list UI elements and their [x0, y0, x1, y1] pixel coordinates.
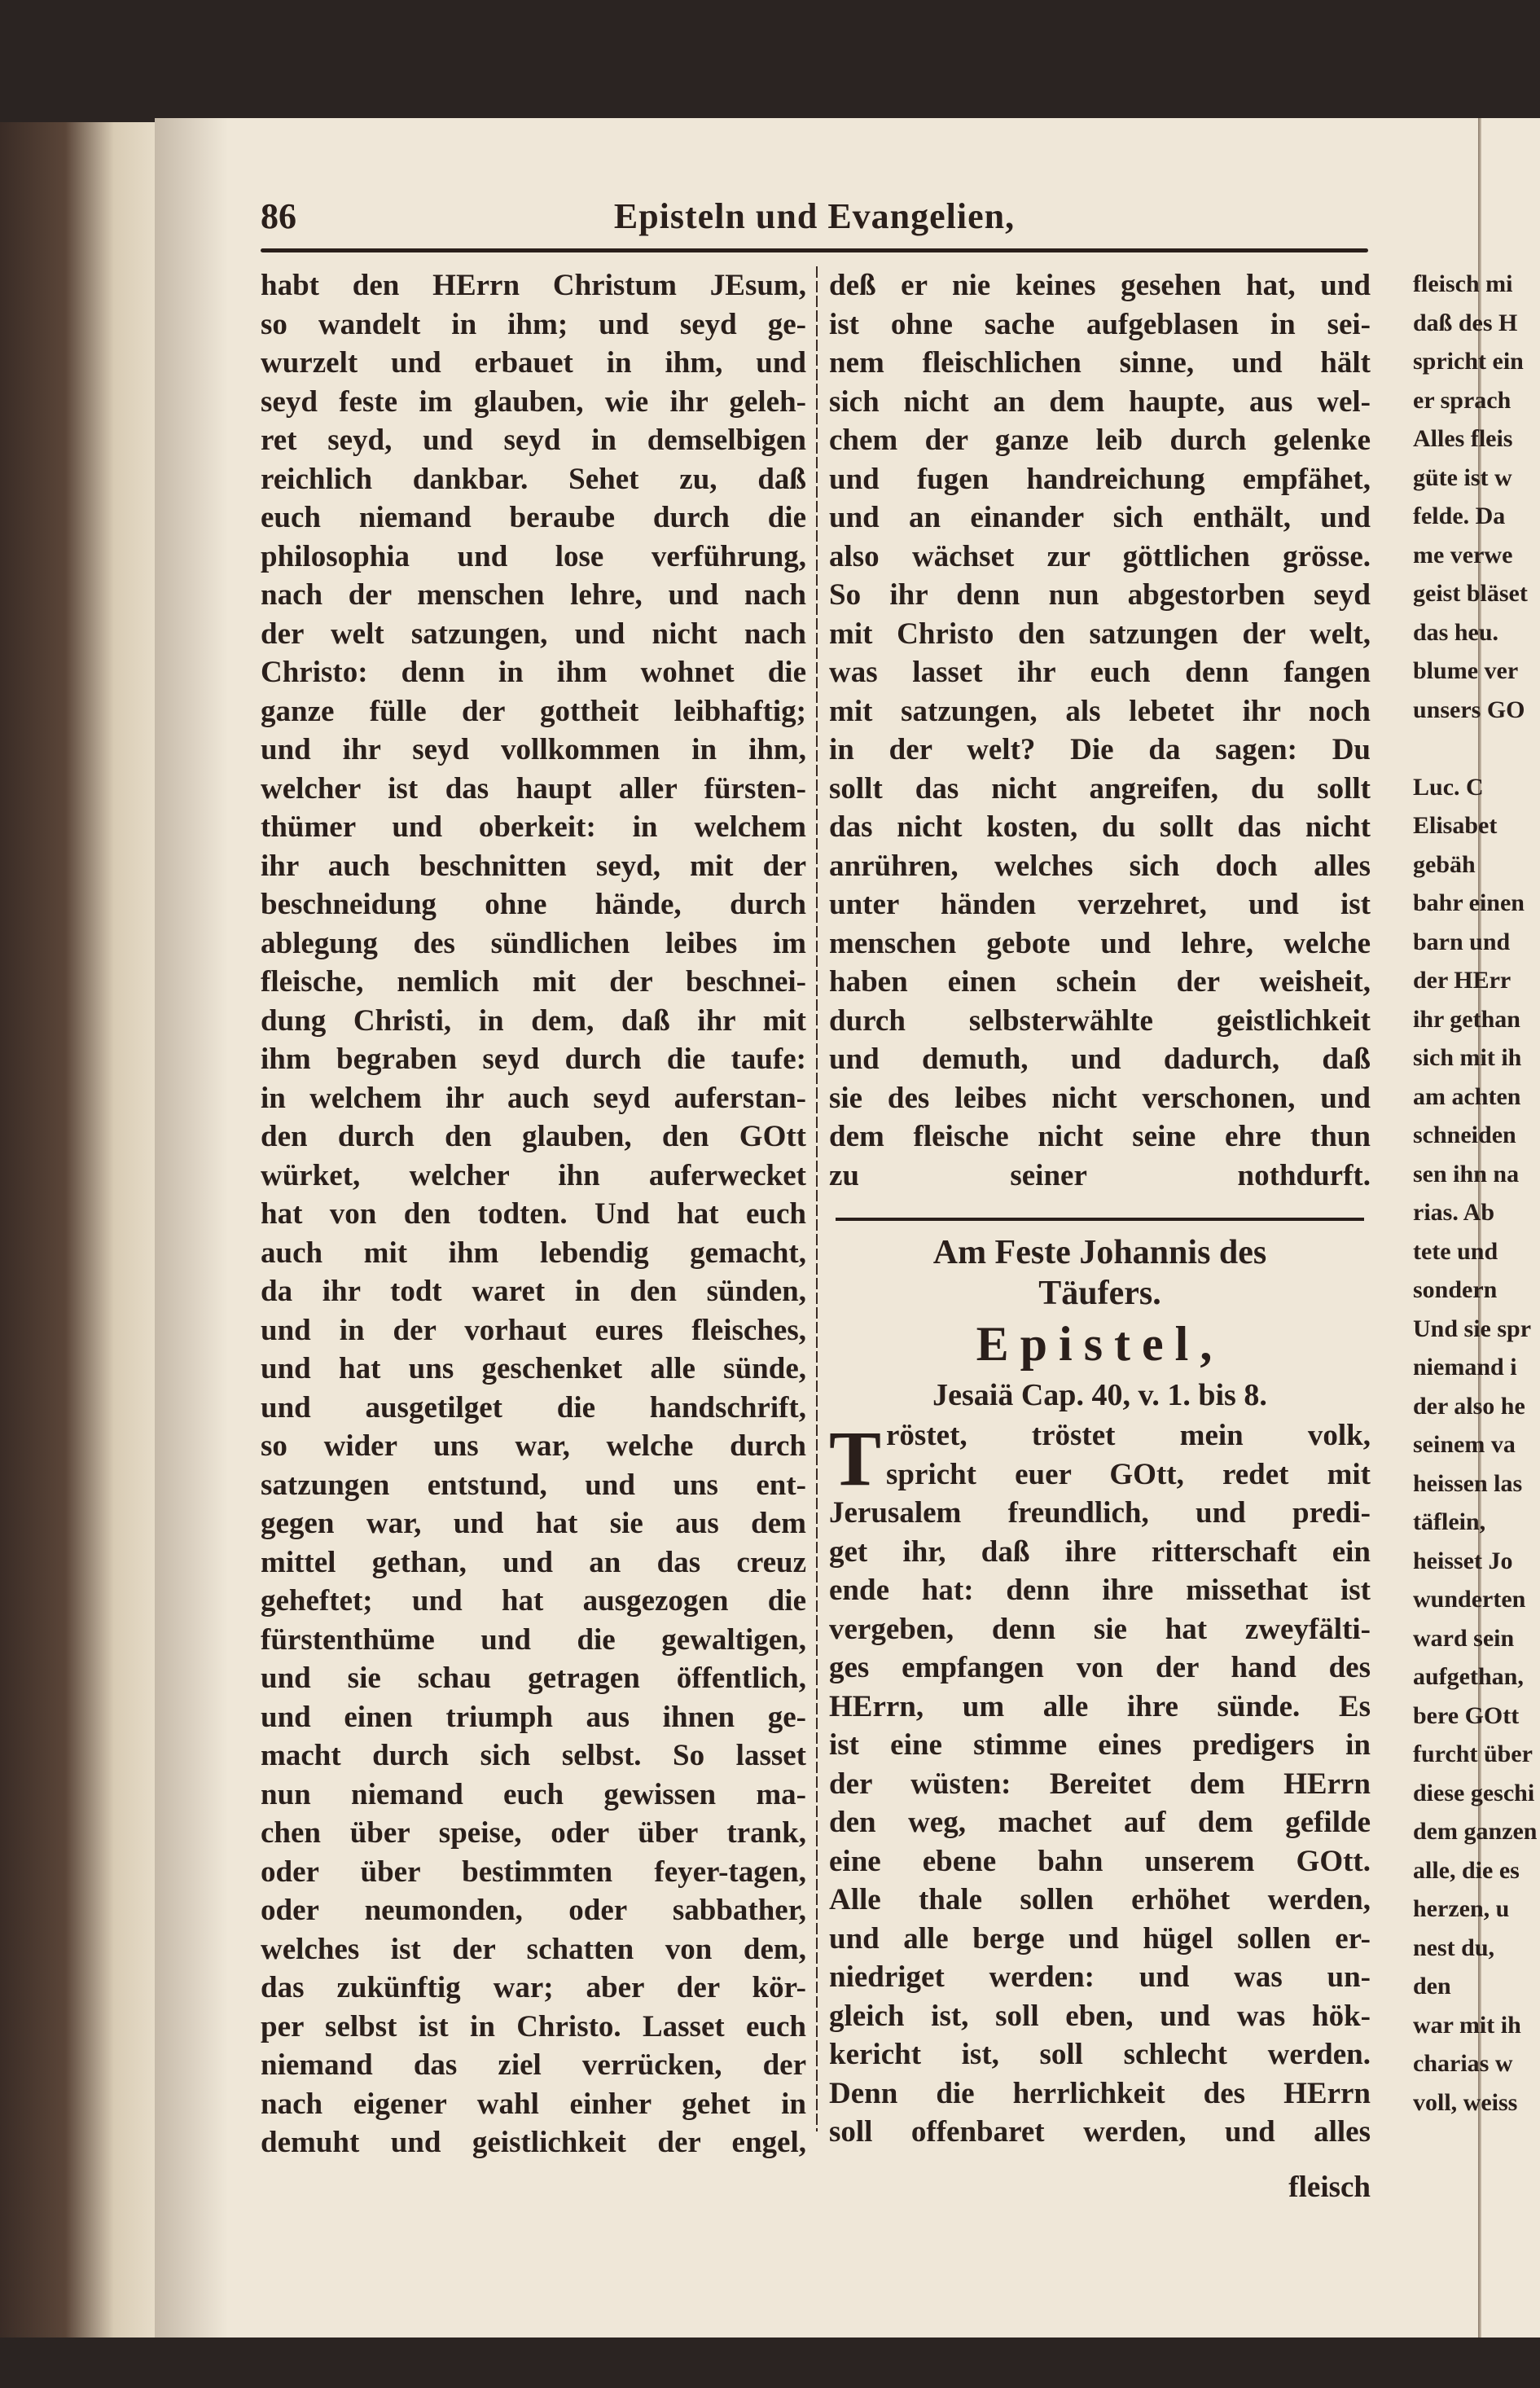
text-line: sich mit ih [1413, 1044, 1522, 1071]
text-line: HErrn, um alle ihre sünde. Es [829, 1689, 1371, 1723]
text-line: alle, die es [1413, 1856, 1520, 1884]
text-line: den durch den glauben, den GOtt [261, 1120, 806, 1153]
text-line: furcht über [1413, 1741, 1533, 1767]
text-line: güte ist w [1413, 463, 1512, 491]
text-line: dem fleische nicht seine ehre thun [829, 1120, 1371, 1153]
text-line: spricht euer GOtt, redet mit [886, 1457, 1371, 1491]
page-shadow [155, 118, 228, 2338]
text-line: fürstenthüme und die gewaltigen, [261, 1622, 806, 1657]
text-line: herzen, u [1413, 1895, 1510, 1922]
text-line: heissen las [1413, 1469, 1523, 1497]
text-line: beschneidung ohne hände, durch [261, 888, 806, 921]
text-line: voll, weiss [1413, 2088, 1518, 2116]
text-line: der welt satzungen, und nicht nach [261, 617, 806, 651]
text-line: dem ganzen [1413, 1818, 1538, 1845]
left-column [261, 266, 806, 2162]
text-line: bahr einen [1413, 889, 1525, 916]
text-line: wunderten [1413, 1586, 1526, 1613]
text-line: ende hat: denn ihre missethat ist [829, 1574, 1371, 1607]
text-line: niemand das ziel verrücken, der [261, 2048, 806, 2082]
text-line: auch mit ihm lebendig gemacht, [261, 1236, 806, 1270]
text-line: und sie schau getragen öffentlich, [261, 1662, 806, 1695]
text-line: und ihr seyd vollkommen in ihm, [261, 733, 806, 766]
text-line: täflein, [1413, 1508, 1486, 1535]
text-line: nach der menschen lehre, und nach [261, 578, 806, 612]
text-line: niemand i [1413, 1354, 1517, 1381]
right-column [829, 266, 1371, 2206]
text-line: diese geschi [1413, 1779, 1535, 1806]
text-line: anrühren, welches sich doch alles [829, 849, 1371, 883]
text-line: mit satzungen, als lebetet ihr noch [829, 694, 1371, 728]
text-line: röstet, tröstet mein volk, [886, 1419, 1371, 1452]
book-page [155, 118, 1540, 2338]
text-line: schneiden [1413, 1122, 1516, 1148]
text-line: unter händen verzehret, und ist [829, 888, 1371, 921]
text-line: unsers GO [1413, 696, 1525, 723]
next-page-fragment [1413, 265, 1540, 2122]
text-line: sie des leibes nicht verschonen, und [829, 1081, 1371, 1115]
text-line: so wider uns war, welche durch [261, 1429, 806, 1463]
text-line: gegen war, und hat sie aus dem [261, 1507, 806, 1540]
text-line: und hat uns geschenket alle sünde, [261, 1352, 806, 1385]
text-line: also wächset zur göttlichen grösse. [829, 539, 1371, 573]
book-bottom-edge [155, 2338, 1540, 2388]
text-line [1413, 729, 1540, 768]
text-line: geheftet; und hat ausgezogen die [261, 1584, 806, 1618]
text-line: fleische, nemlich mit der beschnei- [261, 965, 806, 999]
text-line: me verwe [1413, 541, 1513, 568]
text-line: sich nicht an dem haupte, aus wel- [829, 384, 1371, 419]
text-line: und in der vorhaut eures fleisches, [261, 1313, 806, 1347]
text-line: der also he [1413, 1392, 1525, 1420]
column-divider [816, 266, 818, 2131]
text-line: Jerusalem freundlich, und predi- [829, 1496, 1371, 1530]
text-line: Und sie spr [1413, 1315, 1532, 1342]
text-line: da ihr todt waret in den sünden, [261, 1275, 806, 1308]
page-number: 86 [261, 196, 296, 236]
text-line: chen über speise, oder über trank, [261, 1816, 806, 1850]
text-line: oder über bestimmten feyer-tagen, [261, 1855, 806, 1889]
text-line: menschen gebote und lehre, welche [829, 926, 1371, 960]
text-line: spricht ein [1413, 348, 1524, 375]
text-line: der wüsten: Bereitet dem HErrn [829, 1767, 1371, 1801]
text-line: macht durch sich selbst. So lasset [261, 1739, 806, 1772]
text-line: chem der ganze leib durch gelenke [829, 424, 1371, 457]
text-line: oder neumonden, oder sabbather, [261, 1894, 806, 1927]
scripture-reference: Jesaiä Cap. 40, v. 1. bis 8. [932, 1378, 1267, 1412]
text-line: Luc. C [1413, 773, 1484, 801]
text-line: ist eine stimme eines predigers in [829, 1728, 1371, 1762]
text-line: heisset Jo [1413, 1547, 1513, 1574]
section-title-cont: Täufers. [1038, 1275, 1161, 1312]
text-line: fleisch mi [1413, 270, 1513, 297]
text-line: sollt das nicht angreifen, du sollt [829, 771, 1371, 806]
text-line: soll offenbaret werden, und alles [829, 2115, 1371, 2149]
text-line: hat von den todten. Und hat euch [261, 1197, 806, 1231]
text-line: deß er nie keines gesehen hat, und [829, 269, 1371, 302]
text-line: per selbst ist in Christo. Lasset euch [261, 2009, 806, 2043]
text-line: thümer und oberkeit: in welchem [261, 810, 806, 844]
text-line: daß des H [1413, 309, 1518, 336]
text-line: bere GOtt [1413, 1701, 1520, 1729]
text-line: gleich ist, soll eben, und was hök- [829, 1999, 1371, 2033]
text-line: ret seyd, und seyd in demselbigen [261, 424, 806, 457]
text-line: mittel gethan, und an das creuz [261, 1545, 806, 1579]
text-line: er sprach [1413, 386, 1511, 414]
running-title: Episteln und Evangelien, [613, 196, 1016, 236]
text-line: war mit ih [1413, 2011, 1521, 2039]
text-line: geist bläset [1413, 580, 1528, 607]
text-line: habt den HErrn Christum JEsum, [261, 269, 806, 302]
right-column-text [829, 266, 1371, 1195]
text-line: den weg, machet auf dem gefilde [829, 1806, 1371, 1839]
text-line: felde. Da [1413, 503, 1506, 529]
text-line: kericht ist, soll schlecht werden. [829, 2038, 1371, 2071]
catchword: fleisch [1288, 2170, 1371, 2204]
text-line: was lasset ihr euch denn fangen [829, 656, 1371, 689]
text-line: der HErr [1413, 967, 1511, 994]
text-line: sondern [1413, 1276, 1498, 1303]
text-line: haben einen schein der weisheit, [829, 965, 1371, 999]
text-line: am achten [1413, 1082, 1521, 1110]
section-subtitle: Epistel, [976, 1317, 1224, 1371]
text-line: in der welt? Die da sagen: Du [829, 733, 1371, 766]
text-line: ihm begraben seyd durch die taufe: [261, 1043, 806, 1076]
drop-cap-paragraph [829, 1415, 1371, 1502]
text-line: wurzelt und erbauet in ihm, und [261, 346, 806, 380]
text-line: seinem va [1413, 1431, 1516, 1458]
text-line: nest du, [1413, 1934, 1495, 1961]
text-line: ihr gethan [1413, 1005, 1520, 1033]
text-line: get ihr, daß ihre ritterschaft ein [829, 1534, 1371, 1569]
text-line: und demuth, und dadurch, daß [829, 1043, 1371, 1076]
text-line: Denn die herrlichkeit des HErrn [829, 2076, 1371, 2110]
header-rule [261, 248, 1368, 252]
text-line: gebäh [1413, 850, 1476, 878]
text-line: ges empfangen von der hand des [829, 1651, 1371, 1684]
text-line: blume ver [1413, 657, 1519, 684]
text-line: nach eigener wahl einher gehet in [261, 2087, 806, 2121]
text-line: mit Christo den satzungen der welt, [829, 617, 1371, 651]
text-line: das nicht kosten, du sollt das nicht [829, 810, 1371, 844]
drop-cap: T [829, 1415, 882, 1502]
text-line: in welchem ihr auch seyd auferstan- [261, 1081, 806, 1115]
text-line: philosophia und lose verführung, [261, 539, 806, 573]
text-line: ist ohne sache aufgeblasen in sei- [829, 307, 1371, 341]
text-line: Christo: denn in ihm wohnet die [261, 656, 806, 689]
section-title: Am Feste Johannis des [932, 1234, 1267, 1271]
text-line: niedriget werden: und was un- [829, 1960, 1371, 1994]
section-rule [836, 1218, 1364, 1221]
text-line: barn und [1413, 928, 1511, 955]
text-line: welcher ist das haupt aller fürsten- [261, 771, 806, 806]
text-line: ganze fülle der gottheit leibhaftig; [261, 694, 806, 728]
text-line: euch niemand beraube durch die [261, 501, 806, 534]
text-line: vergeben, denn sie hat zweyfälti- [829, 1612, 1371, 1646]
text-line: und alle berge und hügel sollen er- [829, 1921, 1371, 1956]
text-line: so wandelt in ihm; und seyd ge- [261, 307, 806, 341]
text-line: das zukünftig war; aber der kör- [261, 1971, 806, 2004]
text-line: ward sein [1413, 1624, 1515, 1652]
text-line: rias. Ab [1413, 1199, 1495, 1226]
text-line: ablegung des sündlichen leibes im [261, 926, 806, 960]
text-line: nun niemand euch gewissen ma- [261, 1777, 806, 1811]
text-line: das heu. [1413, 618, 1499, 646]
text-line: Alle thale sollen erhöhet werden, [829, 1883, 1371, 1916]
text-line: aufgethan, [1413, 1663, 1524, 1690]
text-line: ihr auch beschnitten seyd, mit der [261, 849, 806, 883]
text-line: tete und [1413, 1237, 1498, 1265]
text-line: satzungen entstund, und uns ent- [261, 1468, 806, 1502]
text-line: den [1413, 1973, 1451, 2000]
text-line: demuht und geistlichkeit der engel, [261, 2126, 806, 2159]
text-line: So ihr denn nun abgestorben seyd [829, 578, 1371, 612]
text-line: und fugen handreichung empfähet, [829, 462, 1371, 496]
text-line: und ausgetilget die handschrift, [261, 1390, 806, 1424]
text-line: reichlich dankbar. Sehet zu, daß [261, 462, 806, 496]
text-line: Elisabet [1413, 812, 1498, 839]
text-line: dung Christi, in dem, daß ihr mit [261, 1003, 806, 1038]
text-line: charias w [1413, 2050, 1513, 2077]
text-line: seyd feste im glauben, wie ihr geleh- [261, 384, 806, 419]
text-line: Alles fleis [1413, 425, 1513, 452]
book-edge [0, 122, 163, 2338]
text-line: eine ebene bahn unserem GOtt. [829, 1844, 1371, 1878]
text-line: durch selbsterwählte geistlichkeit [829, 1003, 1371, 1038]
text-line: sen ihn na [1413, 1160, 1520, 1187]
section-text [829, 1494, 1371, 2152]
page-header [261, 195, 1368, 244]
text-line: würket, welcher ihn auferwecket [261, 1158, 806, 1192]
text-line: welches ist der schatten von dem, [261, 1932, 806, 1966]
text-line: und einen triumph aus ihnen ge- [261, 1700, 806, 1734]
text-line: zu seiner nothdurft. [829, 1158, 1371, 1192]
text-line: nem fleischlichen sinne, und hält [829, 346, 1371, 380]
text-line: und an einander sich enthält, und [829, 501, 1371, 534]
